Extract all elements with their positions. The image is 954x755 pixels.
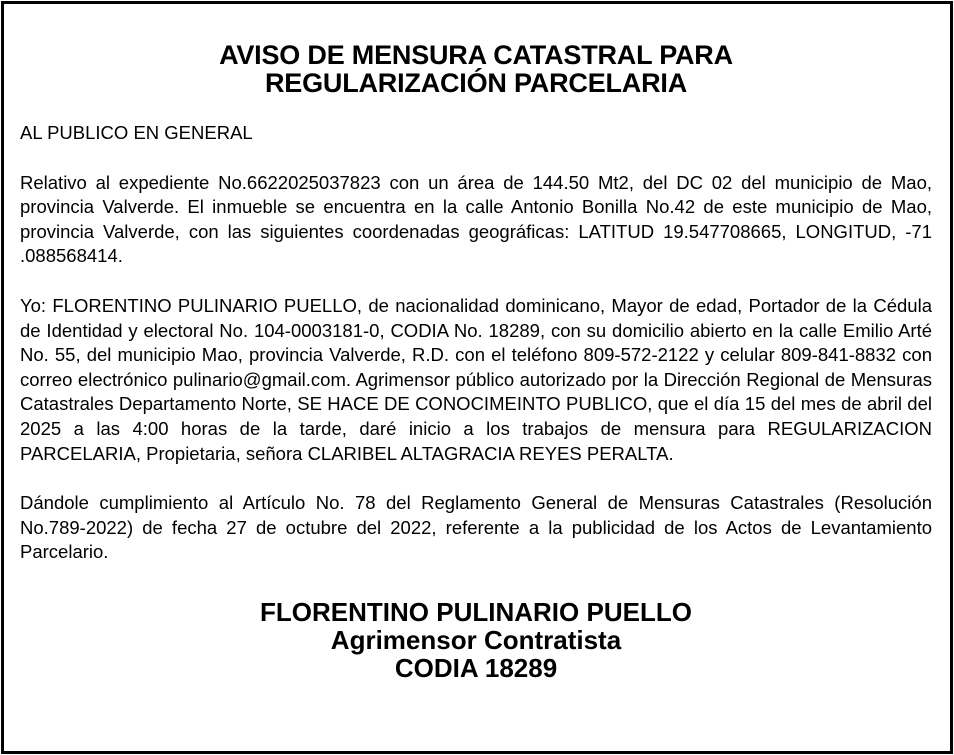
- notice-content: [20, 4, 932, 682]
- signature-name: FLORENTINO PULINARIO PUELLO: [260, 596, 692, 627]
- title-line-1: AVISO DE MENSURA CATASTRAL PARA: [219, 40, 733, 70]
- notice-frame: [1, 1, 953, 754]
- paragraph-regulation: Dándole cumplimiento al Artículo No. 78 del Reglamento General de Mensuras Catastrales (Resolución No.789-2022) de fecha 27 de octubre del 2022, referente a la publicidad de los Actos de Levantamiento Parcelario.: [20, 492, 932, 563]
- paragraph-property: Relativo al expediente No.6622025037823 con un área de 144.50 Mt2, del DC 02 del municipio de Mao, provincia Valverde. El inmueble se encuentra en la calle Antonio Bonilla No.42 de este municipio de Mao, provincia Valverde, con las siguientes coordenadas geográficas: LATITUD 19.547708665, LONGITUD, -71 .088568414.: [20, 171, 932, 267]
- signature-codia: CODIA 18289: [394, 652, 558, 683]
- signature-block: [20, 598, 932, 682]
- paragraph-surveyor: Yo: FLORENTINO PULINARIO PUELLO, de nacionalidad dominicano, Mayor de edad, Portador de la Cédula de Identidad y electoral No. 104-0003181-0, CODIA No. 18289, con su domicilio abierto en la calle Emilio Arté No. 55, del municipio Mao, provincia Valverde, R.D. con el teléfono 809-572-2122 y celular 809-841-8832 con correo electrónico pulinario@gmail.com. Agrimensor público autorizado por la Dirección Regional de Mensuras Catastrales Departamento Norte, SE HACE DE CONOCIMEINTO PUBLICO, que el día 15 del mes de abril del 2025 a las 4:00 horas de la tarde, daré inicio a los trabajos de mensura para REGULARIZACION PARCELARIA, Propietaria, señora CLARIBEL ALTAGRACIA REYES PERALTA.: [20, 294, 932, 464]
- signature-role: Agrimensor Contratista: [330, 624, 622, 655]
- greeting: AL PUBLICO EN GENERAL: [20, 122, 253, 143]
- title-line-2: REGULARIZACIÓN PARCELARIA: [265, 68, 687, 98]
- notice-title: [20, 41, 932, 97]
